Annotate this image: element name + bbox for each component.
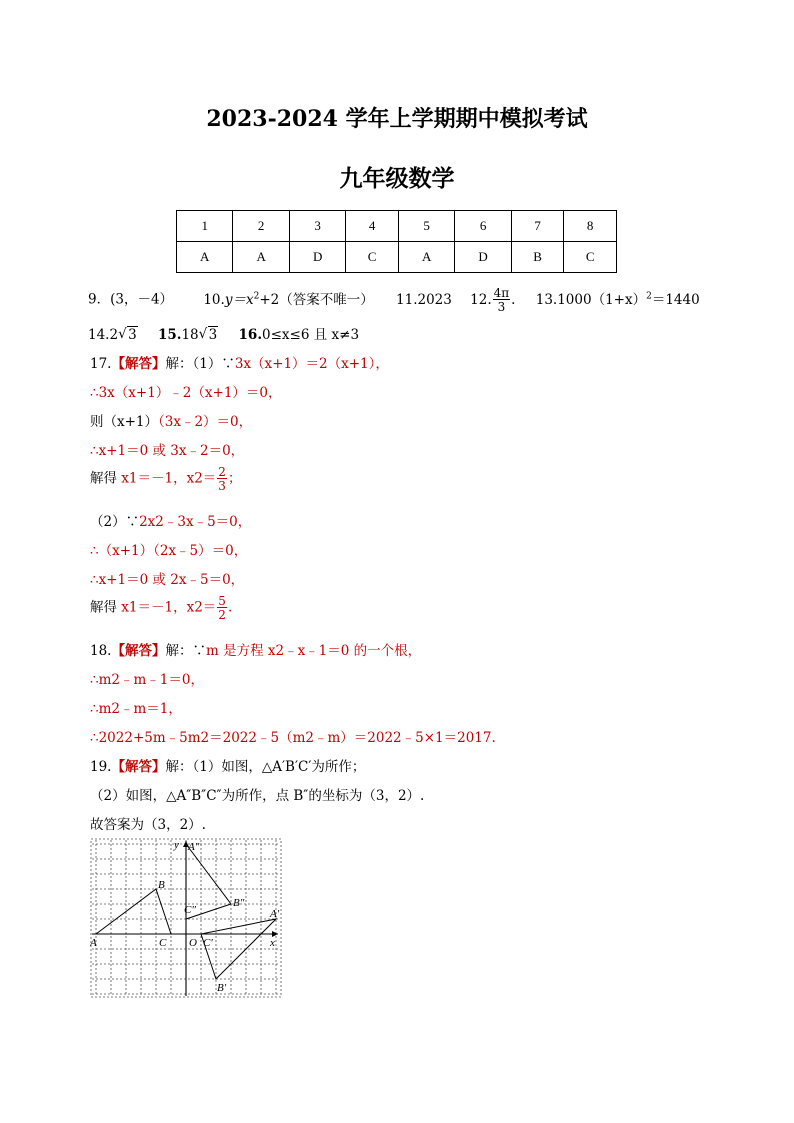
q13-result: ＝1440 (651, 291, 700, 308)
q14-value: 14.2 (88, 327, 119, 343)
table-cell: B (511, 242, 564, 273)
fill-answers-line-1 (88, 287, 700, 313)
table-cell: 3 (289, 211, 345, 242)
solution-text: （2）∵ (90, 514, 140, 530)
table-cell: 1 (177, 211, 233, 242)
q17-line-3 (90, 410, 252, 430)
triangle-abc (96, 889, 171, 934)
equation: 3x（x+1）＝2（x+1）， (234, 356, 389, 372)
fraction-numerator: 2 (218, 465, 226, 479)
answer-q10 (203, 292, 373, 308)
solution-text: 解得 (90, 470, 122, 487)
q17-line-1 (90, 352, 389, 372)
label-a-prime: A′ (270, 908, 280, 920)
label-b-double-prime: B″ (233, 897, 245, 909)
x-axis-label: x (270, 937, 275, 949)
q19-line-2: （2）如图，△A″B″C″为所作，点 B″的坐标为（3，2）. (90, 788, 425, 804)
table-cell: A (177, 242, 233, 273)
q13-exponent: 2 (646, 291, 652, 301)
equation: 2x2﹣3x﹣5＝0， (139, 514, 252, 530)
question-number: 18. (90, 643, 112, 659)
q19-line-1 (90, 755, 365, 775)
table-cell: D (289, 242, 345, 273)
answer-q15 (158, 327, 218, 343)
fill-answers-line-2 (88, 323, 359, 343)
q13-expr: 13.1000（1+x） (535, 291, 647, 308)
answer-table-answer-row (177, 242, 617, 273)
fraction-numerator: 4π (493, 286, 510, 300)
fraction-denominator: 3 (218, 479, 226, 493)
fraction-denominator: 2 (218, 608, 226, 622)
sqrt-symbol (199, 327, 219, 343)
q15-number: 15. (157, 327, 182, 343)
point-labels (90, 839, 280, 994)
q10-rest: +2（答案不唯一） (259, 291, 374, 308)
answer-table (176, 210, 617, 273)
solution-tag: 【解答】 (111, 643, 166, 659)
q12-number: 12. (470, 291, 492, 308)
q17-line-2: ∴3x（x+1）﹣2（x+1）＝0， (90, 385, 282, 401)
table-cell: C (346, 242, 399, 273)
q10-expr: y＝x (224, 291, 254, 308)
equation: x1＝－1，x2＝ (121, 470, 217, 487)
label-c: C (159, 937, 167, 949)
q17-line-9 (90, 595, 232, 621)
page-subtitle: 九年级数学 (339, 165, 455, 192)
punctuation: . (227, 599, 233, 616)
solution-tag: 【解答】 (111, 356, 166, 372)
solution-tag: 【解答】 (111, 759, 166, 775)
q17-line-7: ∴（x+1）（2x﹣5）＝0， (90, 543, 248, 559)
answer-q14 (88, 327, 138, 343)
table-cell: A (398, 242, 454, 273)
table-cell: 8 (564, 211, 617, 242)
fraction-numerator: 5 (218, 594, 226, 608)
q10-exponent: 2 (253, 291, 260, 301)
answer-table-number-row (177, 211, 617, 242)
table-cell: D (455, 242, 511, 273)
question-number: 17. (90, 356, 112, 372)
table-cell: 2 (233, 211, 289, 242)
q17-line-4: ∴x+1＝0 或 3x﹣2＝0， (90, 443, 245, 459)
answer-q12: 12. $\frac{4\pi}{3}$ . (470, 286, 516, 314)
answer-q13 (536, 292, 700, 308)
axes (92, 841, 278, 996)
table-cell: 5 (398, 211, 454, 242)
solution-text: 解：∵ (165, 643, 206, 659)
punctuation: ； (227, 470, 242, 487)
q15-value: 18 (181, 327, 199, 343)
label-c-double-prime: C″ (184, 904, 196, 916)
equation: （3x﹣2）＝0， (158, 414, 253, 430)
answer-q9: 9．(3，－4） (88, 291, 174, 308)
table-cell: C (564, 242, 617, 273)
y-axis-label: y (174, 839, 179, 851)
table-cell: 4 (346, 211, 399, 242)
solution-text: 则（x+1） (90, 414, 159, 430)
q17-line-5 (90, 466, 241, 492)
label-a: A (90, 937, 97, 949)
answer-q11: 11.2023 (396, 291, 452, 308)
q18-line-2: ∴m2﹣m﹣1＝0， (90, 672, 204, 688)
table-cell: 7 (511, 211, 564, 242)
fraction (217, 466, 227, 492)
table-cell: A (233, 242, 289, 273)
q16-value: 0≤x≤6 且 x≠3 (262, 327, 360, 343)
q17-line-6 (90, 510, 251, 530)
label-a-double-prime: A″ (188, 841, 200, 853)
page-title: 2023-2024 学年上学期期中模拟考试 (206, 106, 588, 132)
solution-text: 解：（1）如图，△A′B′C′为所作； (165, 759, 366, 775)
q18-line-3: ∴m2﹣m＝1， (90, 701, 182, 717)
table-cell: 6 (455, 211, 511, 242)
q16-number: 16. (238, 327, 263, 343)
radicand: 3 (208, 327, 218, 343)
q18-line-4: ∴2022+5m﹣5m2＝2022﹣5（m2﹣m）＝2022﹣5×1＝2017. (90, 730, 496, 746)
label-b: B (158, 879, 165, 891)
q18-line-1 (90, 639, 421, 659)
equation: m 是方程 x2﹣x﹣1＝0 的一个根， (205, 643, 422, 659)
question-number: 19. (90, 759, 112, 775)
q19-line-3: 故答案为（3，2）. (90, 817, 206, 833)
q10-number: 10. (203, 291, 225, 308)
radicand: 3 (128, 327, 137, 343)
solution-text: 解得 (90, 599, 122, 616)
label-c-prime: C′ (203, 937, 213, 949)
q12-fraction (493, 287, 511, 313)
equation: x1＝－1，x2＝ (121, 599, 217, 616)
label-o: O (189, 937, 197, 949)
fraction (217, 595, 227, 621)
q17-line-8: ∴x+1＝0 或 2x﹣5＝0， (90, 572, 245, 588)
sqrt-symbol (118, 327, 138, 343)
fraction-denominator: 3 (497, 300, 506, 314)
answer-q16 (239, 327, 360, 343)
solution-text: 解：（1）∵ (165, 356, 235, 372)
coordinate-grid-figure (90, 838, 282, 998)
label-b-prime: B′ (217, 982, 227, 994)
